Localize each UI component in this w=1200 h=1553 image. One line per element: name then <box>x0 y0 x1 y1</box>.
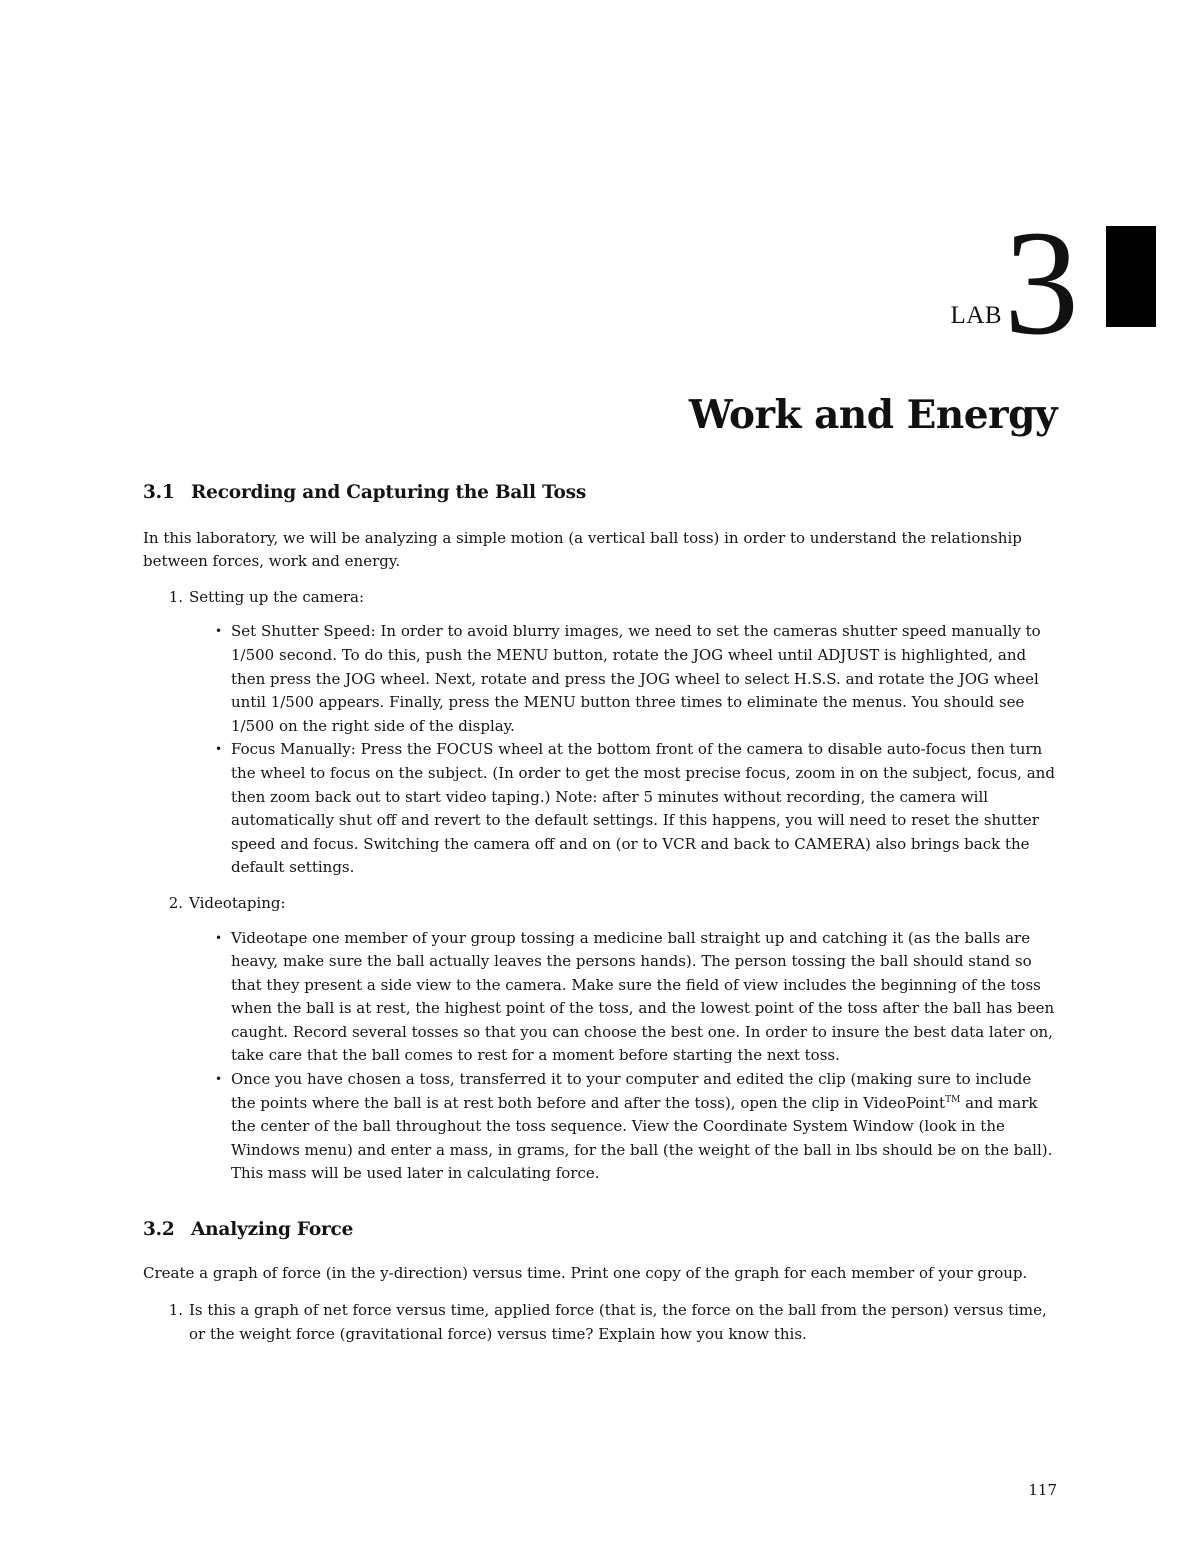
bullet-item: • Set Shutter Speed: In order to avoid blurry images, we need to set the cameras shutter speed manually to 1/500 second. To do this, push the MENU button, rotate the JOG wheel until ADJUST is highlighted, and then press the JOG wheel. Next, rotate and press the JOG wheel to select H.S.S. and rotate the JOG wheel until 1/500 appears. Finally, press the MENU button three times to eliminate the menus. You should see 1/500 on the right side of the display. <box>231 620 1059 738</box>
section-number: 3.2 <box>143 1219 175 1241</box>
question-number: 1. <box>168 1301 183 1320</box>
trademark-mark: TM <box>945 1094 961 1105</box>
bullet-list <box>143 620 1059 880</box>
section-heading <box>143 481 1059 505</box>
bullet-item <box>231 1068 1059 1186</box>
chapter-label <box>950 200 1080 366</box>
page-content <box>143 481 1059 1346</box>
questions-list <box>143 1299 1059 1346</box>
section-title: Analyzing Force <box>191 1219 354 1241</box>
section-number: 3.1 <box>143 482 175 503</box>
step-title: Setting up the camera: <box>189 587 365 606</box>
step-number: 1. <box>168 587 183 606</box>
chapter-title: Work and Energy <box>688 392 1057 438</box>
step-item <box>143 892 1059 1186</box>
section-intro: Create a graph of force (in the y-direction) versus time. Print one copy of the graph for each member of your group. <box>143 1263 1028 1282</box>
section-heading <box>143 1218 1059 1242</box>
step-item <box>143 586 1059 880</box>
bullet-item: • Videotape one member of your group tossing a medicine ball straight up and catching it (as the balls are heavy, make sure the ball actually leaves the persons hands). The person tossing the ball should stand so that they present a side view to the camera. Make sure the field of view includes the beginning of the toss when the ball is at rest, the highest point of the toss, and the lowest point of the toss after the ball has been caught. Record several tosses so that you can choose the best one. In order to insure the best data later on, take care that the ball comes to rest for a moment before starting the next toss. <box>231 927 1059 1069</box>
bullet-text: Once you have chosen a toss, transferred it to your computer and edited the clip (making sure to include the points where the ball is at rest both before and after the toss), open the clip in VideoPoint <box>231 1070 1032 1112</box>
step-number: 2. <box>168 893 183 912</box>
bullet-item: • Focus Manually: Press the FOCUS wheel at the bottom front of the camera to disable auto-focus then turn the wheel to focus on the subject. (In order to get the most precise focus, zoom in on the subject, focus, and then zoom back out to start video taping.) Note: after 5 minutes without recording, the camera will automatically shut off and revert to the default settings. If this happens, you will need to reset the shutter speed and focus. Switching the camera off and on (or to VCR and back to CAMERA) also brings back the default settings. <box>231 738 1059 880</box>
bullet-text: and mark the center of the ball throughout the toss sequence. View the Coordinate System Window (look in the Windows menu) and enter a mass, in grams, for the ball (the weight of the ball in lbs should be on the ball). This mass will be used later in calculating force. <box>231 1093 1053 1183</box>
section-intro: In this laboratory, we will be analyzing a simple motion (a vertical ball toss) in order to understand the relationship between forces, work and energy. <box>143 528 1022 571</box>
chapter-label-word: LAB <box>950 302 1002 329</box>
steps-list <box>143 586 1059 1186</box>
bullet-list <box>143 927 1059 1187</box>
section-title: Recording and Capturing the Ball Toss <box>191 482 587 503</box>
chapter-thumb-tab <box>1106 226 1156 327</box>
chapter-number: 3 <box>1004 200 1079 366</box>
step-title: Videotaping: <box>189 893 286 912</box>
question-item <box>143 1299 1059 1346</box>
page-number: 117 <box>1028 1481 1057 1499</box>
question-text: Is this a graph of net force versus time, applied force (that is, the force on the ball from the person) versus time, or the weight force (gravitational force) versus time? Explain how you know this. <box>189 1301 1047 1343</box>
